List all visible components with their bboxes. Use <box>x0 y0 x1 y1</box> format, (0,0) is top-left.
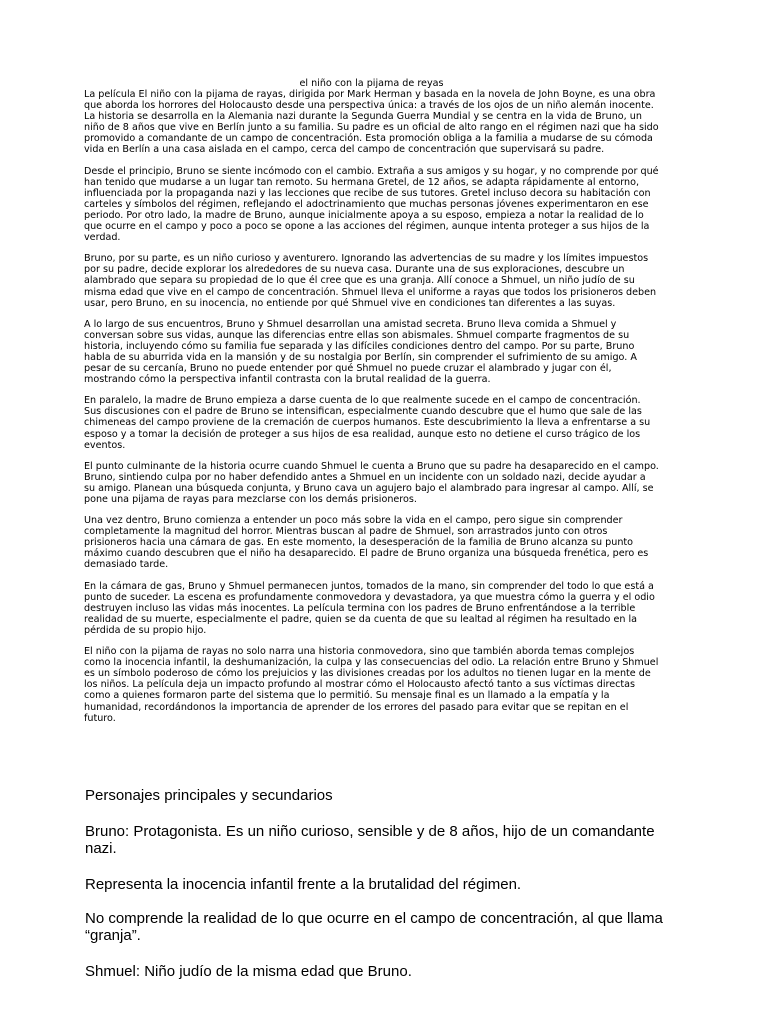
document-title: el niño con la pijama de reyas <box>299 78 444 89</box>
paragraph: El punto culminante de la historia ocurre cuando Shmuel le cuenta a Bruno que su padre ha desaparecido en el campo. Bruno, sintiendo culpa por no haber defendido antes a Shmuel en un incidente con un soldado nazi, decide ayudar a su amigo. Planean una búsqueda conjunta, y Bruno cava un agujero bajo el alambrado para ingresar al campo. Allí, se pone una pijama de rayas para mezclarse con los demás prisioneros. <box>84 460 659 505</box>
paragraph: Una vez dentro, Bruno comienza a entender un poco más sobre la vida en el campo, pero sigue sin comprender completamente la magnitud del horror. Mientras buscan al padre de Shmuel, son arrastrados junto con otros prisioneros hacia una cámara de gas. En este momento, la desesperación de la familia de Bruno alcanza su punto máximo cuando descubren que el niño ha desaparecido. El padre de Bruno organiza una búsqueda frenética, pero es demasiado tarde. <box>84 515 649 571</box>
character-line: Shmuel: Niño judío de la misma edad que Bruno. <box>85 963 412 980</box>
paragraph: El niño con la pijama de rayas no solo narra una historia conmovedora, sino que también aborda temas complejos como la inocencia infantil, la deshumanización, la culpa y las consecuencias del odio. La relación entre Bruno y Shmuel es un símbolo poderoso de cómo los prejuicios y las divisiones creadas por los adultos no tienen lugar en la mente de los niños. La película deja un impacto profundo al mostrar cómo el Holocausto afectó tanto a sus víctimas directas como a quienes formaron parte del sistema que lo permitió. Su mensaje final es un llamado a la empatía y la humanidad, recordándonos la importancia de aprender de los errores del pasado para evitar que se repitan en el futuro. <box>84 646 659 724</box>
paragraph: Bruno, por su parte, es un niño curioso y aventurero. Ignorando las advertencias de su madre y los límites impuestos por su padre, decide explorar los alrededores de su nueva casa. Durante una de sus exploraciones, descubre un alambrado que separa su propiedad de lo que él cree que es una granja. Allí conoce a Shmuel, un niño judío de su misma edad que vive en el campo de concentración. Shmuel lleva el uniforme a rayas que todos los prisioneros deben usar, pero Bruno, en su inocencia, no entiende por qué Shmuel vive en condiciones tan diferentes a las suyas. <box>84 253 657 309</box>
character-line: Representa la inocencia infantil frente a la brutalidad del régimen. <box>85 876 522 893</box>
character-line: Bruno: Protagonista. Es un niño curioso, sensible y de 8 años, hijo de un comandante nazi. <box>85 823 655 857</box>
character-line: No comprende la realidad de lo que ocurre en el campo de concentración, al que llama “granja”. <box>85 910 663 944</box>
paragraph: En paralelo, la madre de Bruno empieza a darse cuenta de lo que realmente sucede en el campo de concentración. Sus discusiones con el padre de Bruno se intensifican, especialmente cuando descubre que el humo que sale de las chimeneas del campo proviene de la cremación de cuerpos humanos. Este descubrimiento la lleva a enfrentarse a su esposo y a tomar la decisión de proteger a sus hijos de esa realidad, aunque esto no detiene el curso trágico de los eventos. <box>84 395 651 451</box>
document-body <box>84 78 659 734</box>
paragraph: Desde el principio, Bruno se siente incómodo con el cambio. Extraña a sus amigos y su hogar, y no comprende por qué han tenido que mudarse a un lugar tan remoto. Su hermana Gretel, de 12 años, se adapta rápidamente al entorno, influenciada por la propaganda nazi y las lecciones que recibe de sus tutores. Gretel incluso decora su habitación con carteles y símbolos del régimen, reflejando el adoctrinamiento que muchas personas jóvenes experimentaron en ese periodo. Por otro lado, la madre de Bruno, aunque inicialmente apoya a su esposo, empieza a notar la realidad de lo que ocurre en el campo y poco a poco se opone a las acciones del régimen, aunque intenta proteger a sus hijos de la verdad. <box>84 165 659 244</box>
section-heading: Personajes principales y secundarios <box>85 787 333 804</box>
paragraph: En la cámara de gas, Bruno y Shmuel permanecen juntos, tomados de la mano, sin comprender del todo lo que está a punto de suceder. La escena es profundamente conmovedora y devastadora, ya que muestra cómo la guerra y el odio destruyen incluso las vidas más inocentes. La película termina con los padres de Bruno enfrentándose a la terrible realidad de su muerte, especialmente el padre, quien se da cuenta de que su lealtad al régimen ha resultado en la pérdida de su propio hijo. <box>84 580 655 636</box>
paragraph: La película El niño con la pijama de rayas, dirigida por Mark Herman y basada en la novela de John Boyne, es una obra que aborda los horrores del Holocausto desde una perspectiva única: a través de los ojos de un niño alemán inocente. La historia se desarrolla en la Alemania nazi durante la Segunda Guerra Mundial y se centra en la vida de Bruno, un niño de 8 años que vive en Berlín junto a su familia. Su padre es un oficial de alto rango en el régimen nazi que ha sido promovido a comandante de un campo de concentración. Esta promoción obliga a la familia a mudarse de su cómoda vida en Berlín a una casa aislada en el campo, cerca del campo de concentración que supervisará su padre. <box>84 89 659 156</box>
paragraph: A lo largo de sus encuentros, Bruno y Shmuel desarrollan una amistad secreta. Bruno lleva comida a Shmuel y conversan sobre sus vidas, aunque las diferencias entre ellas son abismales. Shmuel comparte fragmentos de su historia, incluyendo cómo su familia fue separada y las difíciles condiciones dentro del campo. Por su parte, Bruno habla de su aburrida vida en la mansión y de su nostalgia por Berlín, sin comprender el sufrimiento de su amigo. A pesar de su cercanía, Bruno no puede entender por qué Shmuel no puede cruzar el alambrado y jugar con él, mostrando cómo la perspectiva infantil contrasta con la brutal realidad de la guerra. <box>84 318 637 386</box>
